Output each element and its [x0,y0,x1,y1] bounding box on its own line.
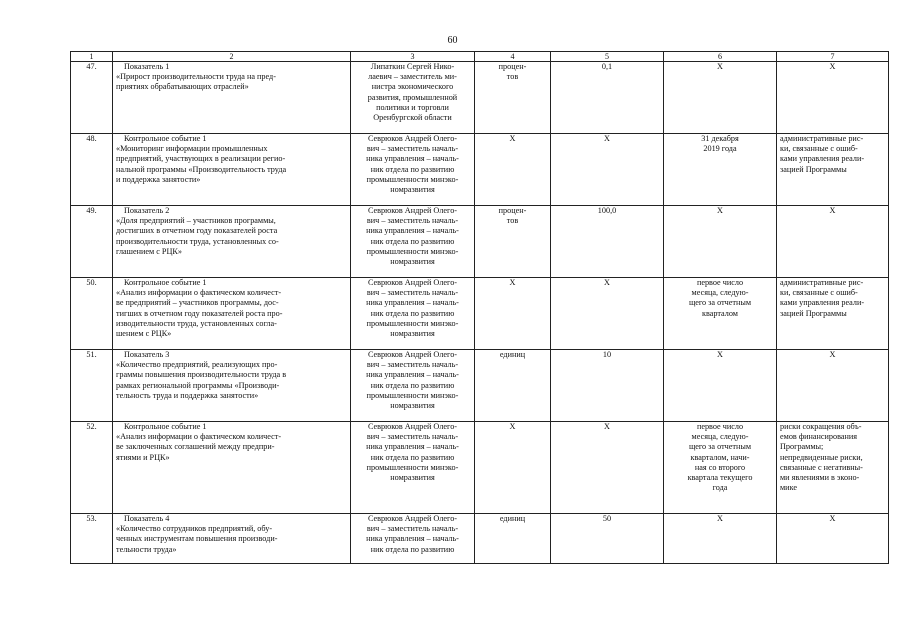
responsible-person-line: ник отдела по развитию [370,164,455,174]
indicator-description [113,278,351,350]
indicator-text-line: «Анализ информации о фактическом количест- [116,288,282,298]
risks-line: Программы; [780,442,824,452]
responsible-person-line: ник отдела по развитию [370,380,455,390]
target-value-cell [551,514,664,564]
responsible-person-cell [351,134,475,206]
unit-of-measure-cell [475,278,551,350]
unit-of-measure-cell [475,62,551,134]
indicator-title: Контрольное событие 1 [124,134,207,143]
deadline-cell [664,278,777,350]
deadline-line: 31 декабря [701,134,739,143]
risks-line: ки, связанные с ошиб- [780,144,858,154]
risks-line: мике [780,483,797,493]
responsible-person-line: номразвития [390,329,435,339]
responsible-person-line: ника управления – началь- [366,226,459,236]
table-row [71,206,889,278]
indicator-text-line: «Мониторинг информации промышленных [116,144,268,154]
indicator-text-line: тельности труда» [116,544,177,554]
target-value-line: 0,1 [601,62,613,71]
target-value-cell [551,62,664,134]
indicator-text-line: предприятий, участвующих в реализации регио- [116,154,286,164]
indicator-title: Контрольное событие 1 [124,278,207,287]
deadline-line: Х [717,206,723,215]
risks-line: непредвиденные риски, [780,452,863,462]
responsible-person-line: политики и торговли [376,102,449,112]
unit-of-measure-line: тов [506,216,519,226]
indicator-text-line: «Прирост производительности труда на пред- [116,72,276,82]
responsible-person-cell [351,62,475,134]
responsible-person-line: промышленности минэко- [366,174,459,184]
row-number: 49. [71,206,113,278]
responsible-person-line: промышленности минэко- [366,390,459,400]
table-row [71,278,889,350]
risks-line: Х [829,206,836,215]
risks-line: связанные с негативны- [780,462,863,472]
header-col-3: 3 [351,52,475,62]
risks-line: Х [829,350,836,359]
unit-of-measure-line: единиц [499,514,526,523]
responsible-person-line: промышленности минэко- [366,462,459,472]
risks-cell [777,134,889,206]
responsible-person-line: промышленности минэко- [366,246,459,256]
indicator-text-line: изводительности труда, установленных согла- [116,318,277,328]
unit-of-measure-line: Х [509,278,516,287]
table-row [71,134,889,206]
deadline-cell [664,62,777,134]
target-value-line: 50 [602,514,612,523]
indicator-text-line: «Количество предприятий, реализующих про- [116,360,278,370]
deadline-line: месяца, следую- [691,432,749,442]
responsible-person-line: номразвития [390,473,435,483]
responsible-person-line: Севрюков Андрей Олего- [367,134,458,143]
responsible-person-line: Севрюков Андрей Олего- [367,278,458,287]
responsible-person-line: ника управления – началь- [366,370,459,380]
risks-line: ми явлениями в эконо- [780,473,860,483]
responsible-person-line: Севрюков Андрей Олего- [367,206,458,215]
deadline-line: первое число [696,278,744,287]
unit-of-measure-line: процен- [498,62,527,71]
deadline-line: ная со второго [694,462,746,472]
indicator-text-line: «Количество сотрудников предприятий, обу- [116,524,273,534]
risks-cell [777,422,889,514]
target-value-line: Х [604,134,610,143]
table-row [71,514,889,564]
risks-cell [777,350,889,422]
plan-table [70,51,889,564]
responsible-person-line: Севрюков Андрей Олего- [367,514,458,523]
responsible-person-line: Севрюков Андрей Олего- [367,422,458,431]
header-row [71,52,889,62]
page-number: 60 [447,35,458,46]
unit-of-measure-cell [475,206,551,278]
unit-of-measure-line: Х [509,134,516,143]
responsible-person-cell [351,206,475,278]
indicator-text-line: ятиями и РЦК» [116,452,170,462]
deadline-cell [664,514,777,564]
indicator-text-line: ве предприятий – участников программы, дос- [116,298,279,308]
responsible-person-line: ника управления – началь- [366,154,459,164]
indicator-text-line: нальной программы «Производительность труда [116,164,287,174]
deadline-line: кварталом, начи- [690,452,750,462]
risks-line: риски сокращения объ- [780,422,862,431]
responsible-person-line: ник отдела по развитию [370,236,455,246]
header-col-4: 4 [475,52,551,62]
responsible-person-line: ника управления – началь- [366,442,459,452]
indicator-text-line: «Доля предприятий – участников программы, [116,216,276,226]
deadline-line: кварталом [702,308,738,318]
indicator-description [113,514,351,564]
responsible-person-line: промышленности минэко- [366,318,459,328]
risks-cell [777,278,889,350]
deadline-line: года [712,483,728,493]
indicator-description [113,422,351,514]
deadline-cell [664,206,777,278]
responsible-person-line: вич – заместитель началь- [366,288,459,298]
deadline-line: квартала текущего [687,473,753,483]
responsible-person-cell [351,514,475,564]
header-col-7: 7 [777,52,889,62]
row-number: 47. [71,62,113,134]
indicator-description [113,350,351,422]
indicator-text-line: глашением с РЦК» [116,246,182,256]
risks-line: Х [829,62,836,71]
indicator-description [113,134,351,206]
responsible-person-line: ника управления – началь- [366,534,459,544]
responsible-person-cell [351,278,475,350]
unit-of-measure-line: тов [506,72,519,82]
responsible-person-line: ник отдела по развитию [370,308,455,318]
responsible-person-line: номразвития [390,401,435,411]
risks-line: административные рис- [780,278,864,287]
target-value-cell [551,350,664,422]
risks-cell [777,514,889,564]
risks-line: ками управления реали- [780,298,865,308]
indicator-text-line: «Анализ информации о фактическом количест- [116,432,282,442]
indicator-text-line: ве заключенных соглашений между предпри- [116,442,275,452]
risks-line: зацией Программы [780,308,847,318]
table-row [71,62,889,134]
responsible-person-line: вич – заместитель началь- [366,524,459,534]
unit-of-measure-cell [475,422,551,514]
responsible-person-line: Севрюков Андрей Олего- [367,350,458,359]
indicator-title: Показатель 4 [124,514,170,523]
indicator-title: Показатель 3 [124,350,170,359]
header-col-5: 5 [551,52,664,62]
indicator-text-line: достигших в отчетном году показателей роста [116,226,278,236]
responsible-person-line: вич – заместитель началь- [366,432,459,442]
responsible-person-line: Оренбургской области [373,113,452,123]
responsible-person-line: ника управления – началь- [366,298,459,308]
header-col-1: 1 [71,52,113,62]
responsible-person-line: вич – заместитель началь- [366,144,459,154]
row-number: 48. [71,134,113,206]
target-value-cell [551,422,664,514]
header-col-2: 2 [113,52,351,62]
unit-of-measure-line: единиц [499,350,526,359]
target-value-cell [551,278,664,350]
target-value-line: 10 [602,350,612,359]
responsible-person-line: вич – заместитель началь- [366,216,459,226]
risks-line: ки, связанные с ошиб- [780,288,858,298]
indicator-text-line: приятиях обрабатывающих отраслей» [116,82,249,92]
risks-cell [777,206,889,278]
deadline-cell [664,134,777,206]
responsible-person-line: номразвития [390,185,435,195]
target-value-cell [551,206,664,278]
deadline-cell [664,350,777,422]
indicator-text-line: тельность труда и поддержка занятости» [116,390,259,400]
unit-of-measure-line: процен- [498,206,527,215]
header-col-6: 6 [664,52,777,62]
deadline-line: Х [717,350,723,359]
row-number: 51. [71,350,113,422]
deadline-line: щего за отчетным [688,442,752,452]
indicator-text-line: шением с РЦК» [116,329,172,339]
risks-line: Х [829,514,836,523]
risks-line: емов финансирования [780,432,858,442]
indicator-title: Показатель 2 [124,206,170,215]
deadline-line: Х [717,62,723,71]
responsible-person-cell [351,350,475,422]
deadline-cell [664,422,777,514]
unit-of-measure-cell [475,514,551,564]
indicator-text-line: производительности труда, установленных со- [116,236,279,246]
responsible-person-line: ник отдела по развитию [370,544,455,554]
table-row [71,350,889,422]
deadline-line: Х [717,514,723,523]
row-number: 53. [71,514,113,564]
risks-cell [777,62,889,134]
responsible-person-line: развития, промышленной [367,92,458,102]
indicator-description [113,62,351,134]
indicator-description [113,206,351,278]
deadline-line: месяца, следую- [691,288,749,298]
unit-of-measure-cell [475,134,551,206]
target-value-line: 100,0 [597,206,617,215]
risks-line: ками управления реали- [780,154,865,164]
responsible-person-line: вич – заместитель началь- [366,360,459,370]
unit-of-measure-cell [475,350,551,422]
target-value-cell [551,134,664,206]
indicator-text-line: тигших в отчетном году показателей роста про- [116,308,283,318]
unit-of-measure-line: Х [509,422,516,431]
row-number: 52. [71,422,113,514]
indicator-text-line: ченных инструментам повышения производи- [116,534,278,544]
risks-line: административные рис- [780,134,864,143]
indicator-text-line: граммы повышения производительности труда в [116,370,287,380]
risks-line: зацией Программы [780,164,847,174]
responsible-person-line: лаевич – заместитель ми- [368,72,457,82]
table-row [71,422,889,514]
target-value-line: Х [604,422,610,431]
responsible-person-line: номразвития [390,257,435,267]
target-value-line: Х [604,278,610,287]
deadline-line: 2019 года [703,144,737,154]
responsible-person-line: Липаткин Сергей Нико- [370,62,455,71]
responsible-person-line: нистра экономического [371,82,454,92]
responsible-person-cell [351,422,475,514]
indicator-title: Показатель 1 [124,62,170,71]
deadline-line: первое число [696,422,744,431]
row-number: 50. [71,278,113,350]
indicator-text-line: рамках региональной программы «Производи- [116,380,280,390]
responsible-person-line: ник отдела по развитию [370,452,455,462]
deadline-line: щего за отчетным [688,298,752,308]
indicator-title: Контрольное событие 1 [124,422,207,431]
indicator-text-line: и поддержка занятости» [116,174,201,184]
